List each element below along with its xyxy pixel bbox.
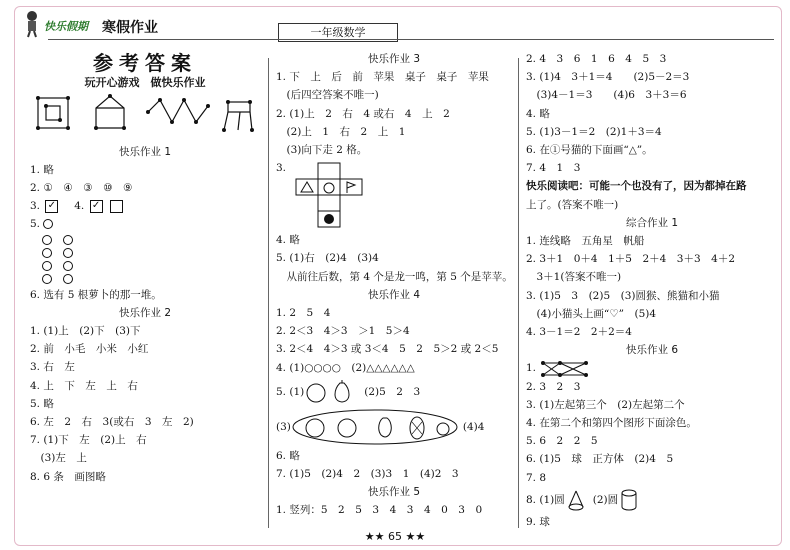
answer-line: 7. 8 (526, 471, 547, 484)
answer-line: 4. 在第二个和第四个图形下面涂色。 (526, 417, 697, 430)
answer-line: (后四空答案不唯一) (276, 89, 379, 102)
answer-line (30, 197, 260, 215)
answer-line: 1. 2 5 4 (276, 307, 331, 320)
page-footer (0, 530, 790, 543)
circle-icon (63, 274, 73, 284)
answer-line: 3. (1)4 3＋1＝4 (2)5－2＝3 (526, 71, 690, 84)
page-title: 参考答案 (93, 51, 197, 75)
fruit-group-oval-icon (291, 408, 459, 446)
column-divider (518, 58, 519, 528)
checked-box-icon: ✓ (45, 200, 58, 213)
answer-line: 2. 前 小毛 小米 小红 (30, 343, 149, 356)
column-divider (268, 58, 269, 528)
empty-box-icon (110, 200, 123, 213)
answer-line: 5. (1)3－1＝2 (2)1＋3＝4 (526, 125, 662, 138)
answer-line: 7. 4 1 3 (526, 162, 581, 175)
answer-line: (3)4－1＝3 (4)6 3＋3＝6 (526, 89, 687, 102)
answer-line: 2. ① ④ ③ ⑩ ⑨ (30, 182, 133, 195)
section-title: 综合作业 1 (625, 216, 679, 229)
answer-line: 4. (1)○○○○ (2)△△△△△△ (276, 361, 415, 374)
answer-line: 2. 4 3 6 1 6 4 5 3 (526, 53, 667, 65)
column-left (30, 50, 260, 486)
book-type: 寒假作业 (102, 20, 158, 36)
reading-answer: 上了。(答案不唯一) (526, 198, 619, 211)
answer-line: 2. 2＜3 4＞3 ＞1 5＞4 (276, 325, 410, 338)
answer-line (526, 359, 778, 377)
page-subtitle: 玩开心游戏 做快乐作业 (84, 76, 206, 90)
circle-icon (42, 235, 52, 245)
answer-line (30, 215, 260, 233)
answer-line: 1. 连线略 五角星 帆船 (526, 235, 645, 248)
section-title: 快乐作业 5 (367, 486, 421, 499)
answer-line: 4. 略 (276, 234, 300, 247)
header-rule (48, 39, 774, 40)
answer-line: 6. 略 (276, 449, 300, 462)
answer-line: 2. (1)上 2 右 4 或右 4 上 2 (276, 107, 450, 120)
cylinder-icon (620, 489, 638, 511)
answer-line: 从前往后数，第 4 个是龙一鸣，第 5 个是苹苹。 (276, 270, 513, 283)
answer-text: (2)圆 (592, 493, 619, 506)
answer-line: 6. 选有 5 根萝卜的那一堆。 (30, 288, 162, 301)
answer-text: (2)5 2 3 (364, 385, 421, 398)
answer-line: 6. 左 2 右 3(或右 3 左 2) (30, 416, 194, 429)
page-header (18, 8, 774, 42)
section-title: 快乐作业 1 (118, 145, 172, 158)
answer-line: (3)向下走 2 格。 (276, 144, 368, 157)
cube-net-diagram (292, 161, 372, 229)
grade-label: 一年级数学 (278, 23, 398, 42)
circle-icon (63, 261, 73, 271)
answer-line: 1. 下 上 后 前 苹果 桌子 桌子 苹果 (276, 71, 489, 84)
answer-line: (2)上 1 右 2 上 1 (276, 125, 406, 138)
column-middle (276, 50, 512, 520)
answer-line: 8. 6 条 画图略 (30, 470, 106, 483)
circle-icon (43, 219, 53, 229)
circle-icon (42, 261, 52, 271)
answer-line: 7. (1)5 (2)4 2 (3)3 1 (4)2 3 (276, 468, 459, 481)
answer-line (276, 159, 512, 231)
answer-line: 3. 2＜4 4＞3 或 3＜4 5 2 5＞2 或 2＜5 (276, 343, 499, 356)
circle-icon (42, 274, 52, 284)
game-figures-illustration (30, 92, 260, 136)
star-decoration-icon: ★★ (405, 530, 426, 543)
answer-line: 3. 右 左 (30, 361, 75, 374)
answer-line: 4. 3－1＝2 2＋2＝4 (526, 326, 632, 339)
section-title: 快乐作业 4 (367, 288, 421, 301)
answer-line: 5. (1)右 (2)4 (3)4 (276, 252, 379, 265)
answer-line: 2. 3＋1 0＋4 1＋5 2＋4 3＋3 4＋2 (526, 253, 736, 266)
page-number: 65 (388, 530, 402, 543)
answer-line: 3. (1)左起第三个 (2)左起第二个 (526, 398, 685, 411)
answer-line (526, 487, 778, 513)
answer-line: 5. 6 2 2 5 (526, 435, 598, 448)
answer-line: 1. (1)上 (2)下 (3)下 (30, 325, 141, 338)
answer-number: 4. (63, 200, 88, 213)
answer-line: 6. (1)5 球 正方体 (2)4 5 (526, 453, 674, 466)
star-decoration-icon: ★★ (364, 530, 385, 543)
answer-line: 5. 略 (30, 397, 54, 410)
checked-box-icon: ✓ (90, 200, 103, 213)
answer-line: 1. 竖列：5 2 5 3 4 3 4 0 3 0 (276, 504, 483, 517)
answer-line: 4. 上 下 左 上 右 (30, 379, 138, 392)
cone-icon (567, 489, 585, 511)
circle-icon (63, 248, 73, 258)
answer-number: 8. (1)圆 (526, 493, 565, 506)
connect-dots-diagram (540, 360, 590, 378)
answer-line: 4. 略 (526, 107, 550, 120)
reading-answer: 快乐阅读吧：可能一个也没有了，因为都掉在路 (526, 180, 747, 193)
answer-line: 7. (1)下 左 (2)上 右 (30, 434, 147, 447)
answer-line: (4)小猫头上画“♡” (5)4 (526, 307, 657, 320)
answer-line: 2. 3 2 3 (526, 380, 581, 393)
answer-line: 3＋1(答案不唯一) (526, 271, 622, 284)
answer-text: (4)4 (462, 420, 485, 433)
fruit-icon (304, 379, 358, 405)
answer-number: 1. (526, 362, 537, 375)
answer-line: 9. 球 (526, 515, 550, 528)
answer-line: (3)左 上 (30, 452, 87, 465)
answer-number: 3. (30, 200, 44, 213)
answer-number: 5. (30, 218, 41, 231)
answer-number: 3. (276, 162, 287, 175)
answer-line (276, 377, 512, 407)
answer-number: 5. (1) (276, 385, 305, 398)
section-title: 快乐作业 3 (367, 53, 421, 65)
circle-icon (63, 235, 73, 245)
section-title: 快乐作业 2 (118, 306, 172, 319)
answer-line (276, 407, 512, 447)
answer-number: (3) (276, 420, 291, 433)
answer-line: 6. 在①号猫的下面画“△”。 (526, 144, 653, 157)
section-title: 快乐作业 6 (625, 344, 679, 357)
brand-name: 快乐假期 (44, 20, 88, 33)
circle-grid (30, 234, 260, 286)
column-right (526, 50, 778, 531)
answer-line: 1. 略 (30, 163, 54, 176)
answer-line: 3. (1)5 3 (2)5 (3)圆猴、熊猫和小猫 (526, 289, 720, 302)
circle-icon (42, 248, 52, 258)
